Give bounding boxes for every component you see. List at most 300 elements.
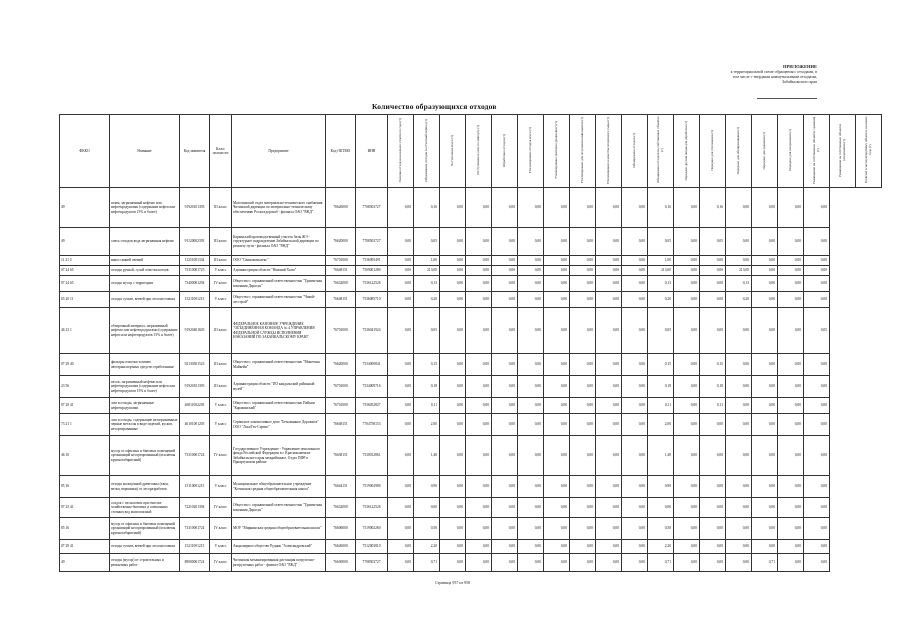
- value-cell: 0,00: [544, 518, 570, 540]
- value-cell: 0,00: [596, 498, 622, 518]
- column-header: ИНН: [356, 115, 388, 188]
- value-cell: 0,50: [648, 518, 674, 540]
- organization-cell: Карымский производственный участок базы ЖЭ - структурное подразделение Забайкальской дирекции по ремонту пути - филиала ОАО "РЖД": [232, 228, 326, 256]
- waste-code-cell: 46101001205: [180, 414, 210, 436]
- value-cell: 0,00: [388, 292, 414, 308]
- value-cell: 0,00: [440, 476, 466, 498]
- hazard-class-cell: V класс: [210, 292, 232, 308]
- inn-cell: 7708503727: [356, 188, 388, 228]
- appendix-title: ПРИЛОЖЕНИЕ: [783, 64, 817, 69]
- column-header: [752, 115, 778, 188]
- value-cell: 0,00: [388, 354, 414, 376]
- oktmo-cell: 76701000: [326, 308, 356, 354]
- fkko-cell: 07 24 65: [60, 266, 110, 276]
- value-cell: 0,00: [804, 540, 830, 554]
- waste-name-cell: отходы малоценной древесины (хвоя, ветки, вершинки) от лесоразработок: [110, 476, 180, 498]
- column-header-label: Размещение на собственных объектах захоронения (т): [837, 123, 846, 178]
- value-cell: 0,00: [778, 188, 804, 228]
- value-cell: 0,00: [778, 554, 804, 572]
- value-cell: 0,00: [544, 266, 570, 276]
- value-cell: 0,00: [596, 554, 622, 572]
- fkko-cell: 07 29 40: [60, 354, 110, 376]
- value-cell: 0,00: [440, 256, 466, 266]
- waste-code-cell: 11251001334: [180, 256, 210, 266]
- waste-code-cell: 73310001724: [180, 518, 210, 540]
- value-cell: 0,00: [492, 228, 518, 256]
- value-cell: 213,00: [414, 266, 440, 276]
- inn-cell: 7536085710: [356, 292, 388, 308]
- waste-name-cell: отходы сучьев, ветвей при лесозаготовках: [110, 540, 180, 554]
- column-header-label: Наличие отходов на начало отчетного года (т): [397, 118, 402, 183]
- value-cell: 0,15: [648, 354, 674, 376]
- value-cell: 0,00: [388, 398, 414, 414]
- column-header: [518, 115, 544, 188]
- value-cell: 1,00: [648, 256, 674, 266]
- value-cell: 0,00: [804, 292, 830, 308]
- value-cell: 2,20: [414, 540, 440, 554]
- value-cell: 0,00: [518, 266, 544, 276]
- waste-code-cell: 73310001725: [180, 266, 210, 276]
- value-cell: 0,20: [726, 292, 752, 308]
- value-cell: 0,00: [440, 266, 466, 276]
- value-cell: 0,00: [544, 276, 570, 292]
- organization-cell: Общество с ограниченной ответственностью "Транзитная компания Дарасун": [232, 498, 326, 518]
- value-cell: 0,00: [596, 414, 622, 436]
- value-cell: 0,00: [440, 354, 466, 376]
- value-cell: 0,00: [492, 398, 518, 414]
- inn-cell: 7512003810: [356, 540, 388, 554]
- value-cell: 0,00: [492, 540, 518, 554]
- value-cell: 0,00: [778, 308, 804, 354]
- value-cell: 0,00: [544, 436, 570, 476]
- value-cell: 0,00: [778, 518, 804, 540]
- value-cell: 0,00: [466, 540, 492, 554]
- value-cell: 0,00: [544, 398, 570, 414]
- value-cell: 0,00: [674, 518, 700, 540]
- inn-cell: 7519002980: [356, 476, 388, 498]
- value-cell: 0,00: [778, 414, 804, 436]
- value-cell: 0,00: [752, 266, 778, 276]
- waste-name-cell: фильтры очистки топлива автотранспортных средств отработанные: [110, 354, 180, 376]
- appendix-underline: [757, 98, 817, 99]
- organization-cell: Общество с ограниченной ответственностью "Транзитная компания Дарасун": [232, 276, 326, 292]
- fkko-cell: 49: [60, 554, 110, 572]
- oktmo-cell: 76632000: [326, 276, 356, 292]
- organization-cell: Читинская механизированная дистанция погрузочно-разгрузочных работ - филиал ОАО "РЖД": [232, 554, 326, 572]
- value-cell: 0,00: [804, 376, 830, 398]
- value-cell: 0,00: [388, 518, 414, 540]
- value-cell: 0,00: [622, 498, 648, 518]
- column-header-label: Наличие в эксплуатируемых объектах на конец года (т): [863, 117, 872, 184]
- value-cell: 0,00: [804, 414, 830, 436]
- value-cell: 2,00: [414, 414, 440, 436]
- column-header: [700, 115, 726, 188]
- waste-code-cell: 91120002393: [180, 228, 210, 256]
- value-cell: 0,00: [440, 188, 466, 228]
- value-cell: 0,20: [648, 292, 674, 308]
- value-cell: 0,71: [414, 554, 440, 572]
- value-cell: 0,00: [674, 540, 700, 554]
- value-cell: 0,00: [752, 228, 778, 256]
- value-cell: 0,90: [414, 476, 440, 498]
- table-body: [60, 188, 882, 572]
- table-row: [60, 292, 882, 308]
- fkko-cell: 46 23 1: [60, 308, 110, 354]
- value-cell: 0,00: [466, 554, 492, 572]
- value-cell: 0,00: [674, 376, 700, 398]
- column-header-label: Обезврежено отходов (т): [631, 132, 636, 168]
- value-cell: 0,00: [596, 436, 622, 476]
- column-header: [388, 115, 414, 188]
- value-cell: 0,00: [700, 554, 726, 572]
- oktmo-cell: 76638151: [326, 436, 356, 476]
- hazard-class-cell: V класс: [210, 414, 232, 436]
- column-header: [414, 115, 440, 188]
- inn-cell: 7519002260: [356, 518, 388, 540]
- fkko-cell: 49: [60, 228, 110, 256]
- value-cell: 0,00: [622, 292, 648, 308]
- value-cell: 0,00: [778, 256, 804, 266]
- waste-code-cell: 73310001724: [180, 436, 210, 476]
- waste-name-cell: песок, загрязненный нефтью или нефтепродуктами (содержание нефти или нефтепродуктов 15% и более): [110, 376, 180, 398]
- value-cell: 0,18: [414, 376, 440, 398]
- value-cell: 0,00: [570, 414, 596, 436]
- value-cell: 0,00: [726, 376, 752, 398]
- value-cell: 0,05: [648, 308, 674, 354]
- value-cell: 0,00: [466, 398, 492, 414]
- column-header-label: Утилизировано в качестве вторичного сырья (т): [605, 116, 610, 184]
- value-cell: 0,00: [570, 476, 596, 498]
- table-row: [60, 256, 882, 266]
- organization-cell: ФЕДЕРАЛЬНОЕ КАЗЕННОЕ УЧРЕЖДЕНИЕ "ОБЪЕДИНЁННАЯ КОМАНДА № 4 УПРАВЛЕНИЯ ФЕДЕРАЛЬНОЙ СЛУЖБЫ ИСПОЛНЕНИЯ НАКАЗАНИЙ ПО ЗАБАЙКАЛЬСКОМУ КРАЮ": [232, 308, 326, 354]
- inn-cell: 7509001280: [356, 266, 388, 276]
- value-cell: 0,00: [544, 308, 570, 354]
- column-header-label: Обработано отходов (т): [501, 133, 506, 167]
- value-cell: 0,00: [466, 292, 492, 308]
- hazard-class-cell: IV класс: [210, 436, 232, 476]
- value-cell: 0,16: [700, 188, 726, 228]
- column-header: [778, 115, 804, 188]
- oktmo-cell: 76632000: [326, 498, 356, 518]
- organization-cell: Общество с ограниченной ответственностью "Монетная Майкейн": [232, 354, 326, 376]
- hazard-class-cell: III класс: [210, 228, 232, 256]
- value-cell: 0,00: [544, 292, 570, 308]
- page-footer: Страница 957 из 958: [434, 580, 471, 585]
- waste-name-cell: лом и отходы, загрязненные нефтепродуктами: [110, 398, 180, 414]
- organization-cell: ООО "Свинокомплекс": [232, 256, 326, 266]
- value-cell: 0,00: [726, 540, 752, 554]
- value-cell: 0,00: [466, 256, 492, 266]
- oktmo-cell: 76701000: [326, 376, 356, 398]
- hazard-class-cell: III класс: [210, 376, 232, 398]
- waste-name-cell: мусор от офисных и бытовых помещений организаций несортированный (исключая крупногабаритный): [110, 436, 180, 476]
- value-cell: 0,00: [518, 228, 544, 256]
- value-cell: 0,11: [414, 398, 440, 414]
- oktmo-cell: 76620000: [326, 354, 356, 376]
- value-cell: 0,00: [440, 540, 466, 554]
- value-cell: 0,00: [440, 308, 466, 354]
- organization-cell: Общество с ограниченной ответственностью Пайкин "Каракинский": [232, 398, 326, 414]
- column-header: [804, 115, 830, 188]
- value-cell: 2,00: [648, 414, 674, 436]
- table-row: [60, 376, 882, 398]
- waste-code-cell: 89000001724: [180, 554, 210, 572]
- hazard-class-cell: IV класс: [210, 498, 232, 518]
- value-cell: 0,00: [466, 518, 492, 540]
- oktmo-cell: 76630000: [326, 554, 356, 572]
- table-header-row: [60, 115, 882, 188]
- value-cell: 0,00: [596, 228, 622, 256]
- table-row: [60, 554, 882, 572]
- value-cell: 0,00: [492, 498, 518, 518]
- value-cell: 0,00: [388, 266, 414, 276]
- value-cell: 0,15: [700, 354, 726, 376]
- value-cell: 0,00: [778, 276, 804, 292]
- fkko-cell: 23 56: [60, 376, 110, 398]
- hazard-class-cell: V класс: [210, 476, 232, 498]
- value-cell: 0,00: [518, 540, 544, 554]
- inn-cell: 7704758153: [356, 414, 388, 436]
- value-cell: 0,00: [440, 276, 466, 292]
- value-cell: 0,00: [466, 476, 492, 498]
- inn-cell: 7536052827: [356, 398, 388, 414]
- value-cell: 0,00: [570, 354, 596, 376]
- column-header: [648, 115, 674, 188]
- value-cell: 0,00: [492, 476, 518, 498]
- value-cell: 0,00: [700, 540, 726, 554]
- value-cell: 0,00: [518, 276, 544, 292]
- waste-name-cell: мусор от офисных и бытовых помещений организаций несортированный (исключая крупногабаритный): [110, 518, 180, 540]
- inn-cell: 7536122526: [356, 276, 388, 292]
- value-cell: 0,00: [492, 376, 518, 398]
- hazard-class-cell: IV класс: [210, 518, 232, 540]
- value-cell: 0,00: [440, 554, 466, 572]
- value-cell: 0,00: [726, 256, 752, 266]
- value-cell: 0,15: [414, 354, 440, 376]
- value-cell: 0,00: [518, 292, 544, 308]
- hazard-class-cell: III класс: [210, 354, 232, 376]
- value-cell: 0,00: [622, 540, 648, 554]
- value-cell: 0,00: [622, 414, 648, 436]
- value-cell: 0,71: [648, 554, 674, 572]
- hazard-class-cell: IV класс: [210, 276, 232, 292]
- value-cell: 0,00: [518, 518, 544, 540]
- fkko-cell: 85 16: [60, 518, 110, 540]
- value-cell: 0,00: [752, 292, 778, 308]
- value-cell: 0,00: [570, 266, 596, 276]
- value-cell: 0,00: [726, 498, 752, 518]
- value-cell: 0,00: [596, 266, 622, 276]
- value-cell: 0,00: [388, 308, 414, 354]
- table-row: [60, 476, 882, 498]
- value-cell: 0,00: [778, 476, 804, 498]
- column-header-label: Утилизировано повторно (рециклинг) (т): [553, 121, 558, 180]
- appendix-line: том числе с твердыми коммунальными отходами,: [732, 74, 817, 79]
- value-cell: 0,00: [778, 540, 804, 554]
- value-cell: 0,00: [622, 476, 648, 498]
- value-cell: 0,00: [700, 498, 726, 518]
- value-cell: 0,00: [518, 498, 544, 518]
- column-header: Название: [110, 115, 180, 188]
- value-cell: 0,00: [388, 436, 414, 476]
- column-header-label: Передано для утилизации (т): [709, 129, 714, 171]
- column-header-label: Утилизировано отходов всего (т): [527, 127, 532, 174]
- table-row: [60, 498, 882, 518]
- value-cell: 0,00: [544, 376, 570, 398]
- value-cell: 0,00: [440, 414, 466, 436]
- organization-cell: Государственное Учреждение - Управление пенсионного фонда Российской Федерации в г. Краснокаменске Забайкальского края межрайонное, Отдел ПФР в Приаргунском районе: [232, 436, 326, 476]
- oktmo-cell: 76648151: [326, 292, 356, 308]
- value-cell: 213,00: [726, 266, 752, 276]
- value-cell: 0,11: [648, 398, 674, 414]
- value-cell: 0,00: [674, 476, 700, 498]
- value-cell: 0,00: [804, 228, 830, 256]
- column-header: [622, 115, 648, 188]
- value-cell: 0,00: [804, 518, 830, 540]
- value-cell: 0,00: [544, 540, 570, 554]
- value-cell: 0,00: [596, 292, 622, 308]
- hazard-class-cell: V класс: [210, 266, 232, 276]
- value-cell: 0,00: [726, 414, 752, 436]
- value-cell: 0,00: [388, 476, 414, 498]
- table-row: [60, 276, 882, 292]
- hazard-class-cell: III класс: [210, 256, 232, 266]
- value-cell: 0,00: [518, 414, 544, 436]
- value-cell: 0,00: [466, 276, 492, 292]
- fkko-cell: 65 20 11: [60, 292, 110, 308]
- column-header: [440, 115, 466, 188]
- value-cell: 0,00: [726, 518, 752, 540]
- value-cell: 0,00: [778, 228, 804, 256]
- value-cell: 0,90: [648, 476, 674, 498]
- value-cell: 0,00: [726, 188, 752, 228]
- value-cell: 0,00: [804, 256, 830, 266]
- value-cell: 0,00: [466, 266, 492, 276]
- value-cell: 0,00: [622, 228, 648, 256]
- value-cell: 0,00: [674, 354, 700, 376]
- value-cell: 0,00: [648, 498, 674, 518]
- value-cell: 0,00: [466, 436, 492, 476]
- value-cell: 0,00: [622, 436, 648, 476]
- value-cell: 0,00: [544, 228, 570, 256]
- column-header: [570, 115, 596, 188]
- value-cell: 0,00: [804, 354, 830, 376]
- value-cell: 0,00: [674, 188, 700, 228]
- column-header: [830, 115, 856, 188]
- value-cell: 0,00: [778, 354, 804, 376]
- value-cell: 0,00: [570, 518, 596, 540]
- value-cell: 0,00: [596, 308, 622, 354]
- fkko-cell: 46 10: [60, 436, 110, 476]
- appendix-line: Забайкальского края: [782, 79, 817, 84]
- table-row: [60, 354, 882, 376]
- table-row: [60, 308, 882, 354]
- value-cell: 0,00: [544, 354, 570, 376]
- table-row: [60, 436, 882, 476]
- hazard-class-cell: V класс: [210, 398, 232, 414]
- inn-cell: 7534009841: [356, 354, 388, 376]
- waste-name-cell: отходы мусор с территории: [110, 276, 180, 292]
- value-cell: 0,00: [622, 398, 648, 414]
- waste-code-cell: 73400001294: [180, 276, 210, 292]
- value-cell: 0,00: [466, 354, 492, 376]
- value-cell: 0,00: [518, 398, 544, 414]
- oktmo-cell: 76606000: [326, 518, 356, 540]
- value-cell: 0,00: [466, 376, 492, 398]
- column-header-label: Передано для обезвреживания (т): [735, 126, 740, 174]
- value-cell: 0,00: [518, 256, 544, 266]
- column-header: [726, 115, 752, 188]
- value-cell: 0,00: [596, 398, 622, 414]
- value-cell: 0,00: [518, 476, 544, 498]
- value-cell: 0,20: [414, 292, 440, 308]
- waste-code-cell: 91920101393: [180, 376, 210, 398]
- value-cell: 0,00: [570, 256, 596, 266]
- value-cell: 0,00: [518, 188, 544, 228]
- value-cell: 0,00: [466, 414, 492, 436]
- value-cell: 0,00: [492, 266, 518, 276]
- organization-cell: Могочинский отдел материально-технического снабжения Читинской дирекции по материально-техническому обеспечению Росжелдорснаб - филиала ОАО "РЖД": [232, 188, 326, 228]
- value-cell: 0,00: [726, 354, 752, 376]
- value-cell: 0,05: [414, 228, 440, 256]
- fkko-cell: 07 24 65: [60, 276, 110, 292]
- inn-cell: 7708503727: [356, 554, 388, 572]
- value-cell: 0,16: [414, 188, 440, 228]
- value-cell: 0,00: [674, 414, 700, 436]
- value-cell: 0,00: [674, 266, 700, 276]
- value-cell: 0,00: [518, 554, 544, 572]
- value-cell: 0,00: [492, 292, 518, 308]
- value-cell: 0,00: [674, 292, 700, 308]
- value-cell: 0,00: [570, 276, 596, 292]
- column-header: ФККО: [60, 115, 110, 188]
- value-cell: 0,00: [570, 554, 596, 572]
- value-cell: 0,00: [596, 256, 622, 266]
- value-cell: 0,00: [518, 354, 544, 376]
- inn-cell: 7534009716: [356, 376, 388, 398]
- value-cell: 0,00: [700, 308, 726, 354]
- value-cell: 0,00: [778, 292, 804, 308]
- organization-cell: Сервисное локомотивное депо "Безымянное Дорожное" ООО "ЛокоТех-Сервис": [232, 414, 326, 436]
- value-cell: 0,00: [752, 308, 778, 354]
- value-cell: 0,00: [570, 436, 596, 476]
- column-header-label: Размещение на собственных объектах хранения (т): [811, 116, 820, 184]
- fkko-cell: 07 29 41: [60, 540, 110, 554]
- inn-cell: 7530012861: [356, 436, 388, 476]
- value-cell: 0,00: [466, 228, 492, 256]
- column-header: [492, 115, 518, 188]
- value-cell: 0,00: [700, 476, 726, 498]
- hazard-class-cell: V класс: [210, 540, 232, 554]
- value-cell: 1,48: [414, 436, 440, 476]
- value-cell: 0,13: [648, 276, 674, 292]
- value-cell: 0,00: [570, 376, 596, 398]
- waste-code-cell: 15110001215: [180, 476, 210, 498]
- column-header-label: Передано для захоронения (т): [787, 129, 792, 172]
- value-cell: 0,00: [596, 376, 622, 398]
- value-cell: 0,00: [596, 540, 622, 554]
- value-cell: 0,00: [726, 398, 752, 414]
- value-cell: 0,00: [700, 414, 726, 436]
- value-cell: 0,00: [622, 308, 648, 354]
- value-cell: 0,13: [726, 276, 752, 292]
- column-header-label: Образование отходов за отчетный период (т): [423, 118, 428, 182]
- column-header: Код ОКТМО: [326, 115, 356, 188]
- value-cell: 0,00: [440, 398, 466, 414]
- column-header: Класс опасности: [210, 115, 232, 188]
- value-cell: 0,00: [804, 276, 830, 292]
- fkko-cell: 11 21 5: [60, 256, 110, 266]
